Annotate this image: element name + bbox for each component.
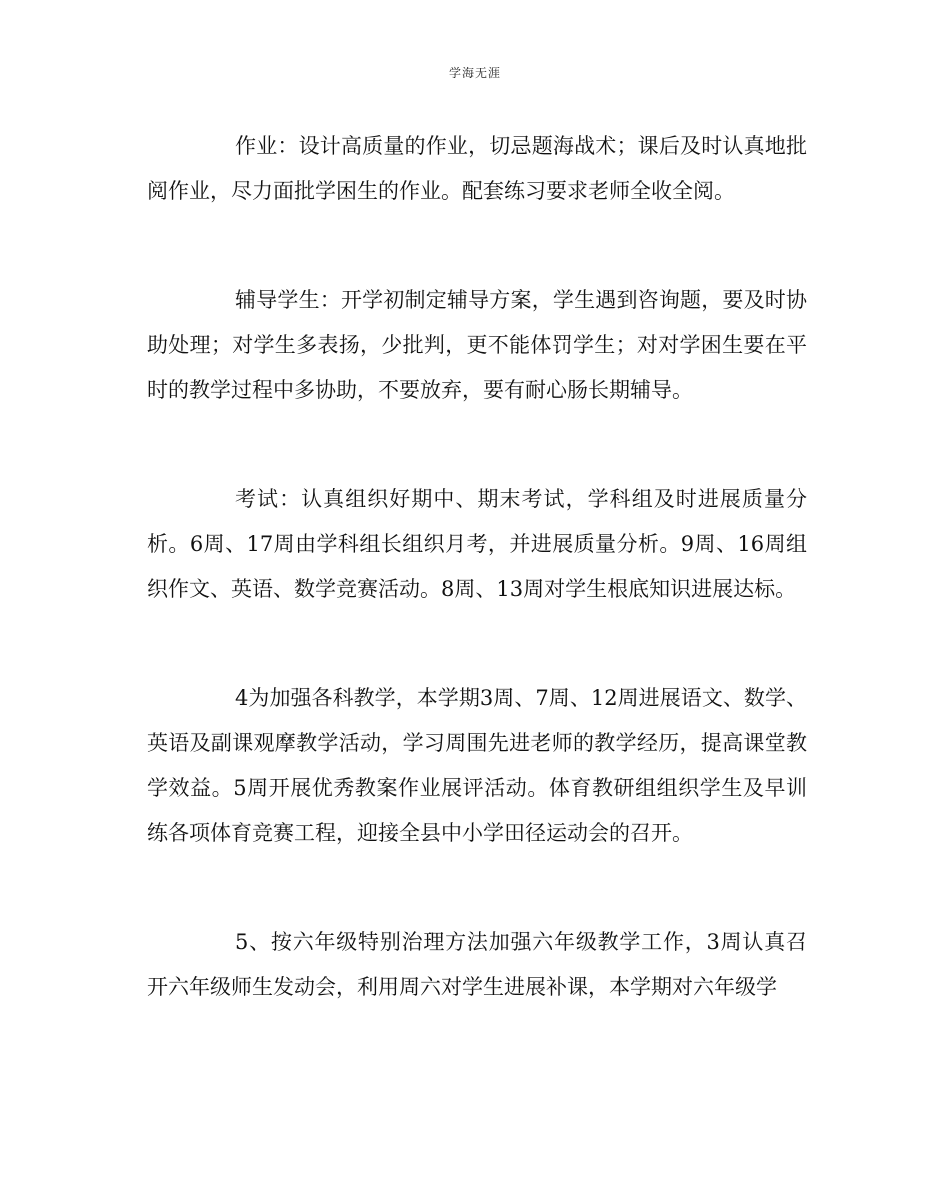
paragraph-teaching-activities: 4为加强各科教学，本学期3周、7周、12周进展语文、数学、英语及副课观摩教学活动，学习周围先进老师的教学经历，提高课堂教学效益。5周开展优秀教案作业展评活动。体育教研组组织学生及早训练各项体育竞赛工程，迎接全县中小学田径运动会的召开。 — [147, 686, 807, 845]
paragraph-homework: 作业：设计高质量的作业，切忌题海战术；课后及时认真地批阅作业，尽力面批学困生的作业。配套练习要求老师全收全阅。 — [147, 134, 807, 203]
paragraph-grade-six: 5、按六年级特别治理方法加强六年级教学工作，3周认真召开六年级师生发动会，利用周六对学生进展补课，本学期对六年级学 — [147, 930, 807, 999]
paragraph-tutoring: 辅导学生：开学初制定辅导方案，学生遇到咨询题，要及时协助处理；对学生多表扬，少批判，更不能体罚学生；对对学困生要在平时的教学过程中多协助，不要放弃，要有耐心肠长期辅导。 — [147, 288, 807, 402]
paragraph-exams: 考试：认真组织好期中、期末考试，学科组及时进展质量分析。6周、17周由学科组长组织月考，并进展质量分析。9周、16周组织作文、英语、数学竞赛活动。8周、13周对学生根底知识进展达标。 — [147, 487, 807, 601]
page-header: 学海无涯 — [448, 66, 501, 80]
document-body — [147, 124, 807, 1074]
